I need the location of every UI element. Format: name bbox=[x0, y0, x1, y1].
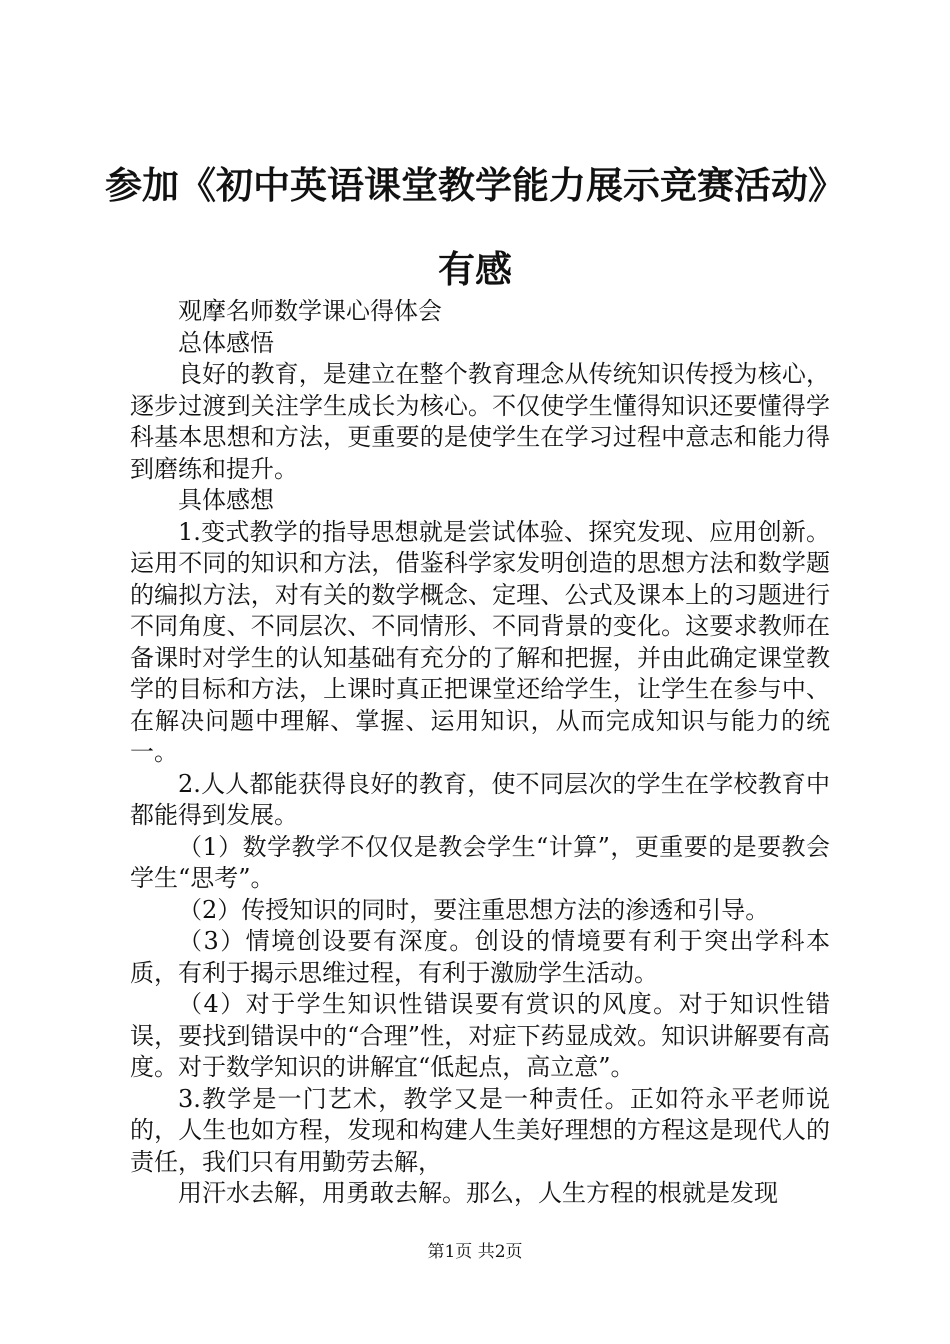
body-paragraph: 良好的教育，是建立在整个教育理念从传统知识传授为核心，逐步过渡到关注学生成长为核心。不仅使学生懂得知识还要懂得学科基本思想和方法，更重要的是使学生在学习过程中意志和能力得到磨练和提升。 bbox=[130, 360, 830, 483]
body-paragraph: 3.教学是一门艺术，教学又是一种责任。正如符永平老师说的，人生也如方程，发现和构建人生美好理想的方程这是现代人的责任，我们只有用勤劳去解， bbox=[130, 1084, 830, 1176]
section-heading-specific: 具体感想 bbox=[178, 486, 274, 514]
body-paragraph: （2）传授知识的同时，要注重思想方法的渗透和引导。 bbox=[178, 895, 770, 924]
page-footer: 第1页 共2页 bbox=[427, 1242, 523, 1262]
body-paragraph: （3）情境创设要有深度。创设的情境要有利于突出学科本质，有利于揭示思维过程，有利于激励学生活动。 bbox=[130, 927, 830, 987]
body-paragraph: （4）对于学生知识性错误要有赏识的风度。对于知识性错误，要找到错误中的“合理”性，对症下药显成效。知识讲解要有高度。对于数学知识的讲解宜“低起点，高立意”。 bbox=[130, 990, 830, 1081]
subtitle-paragraph: 观摩名师数学课心得体会 bbox=[178, 297, 442, 325]
body-paragraph: 2.人人都能获得良好的教育，使不同层次的学生在学校教育中都能得到发展。 bbox=[130, 769, 830, 829]
section-heading-overall: 总体感悟 bbox=[178, 328, 274, 357]
body-paragraph: 用汗水去解，用勇敢去解。那么，人生方程的根就是发现 bbox=[178, 1179, 778, 1207]
body-paragraph: （1）数学教学不仅仅是教会学生“计算”，更重要的是要教会学生“思考”。 bbox=[130, 832, 830, 892]
document-title-line-2: 有感 bbox=[438, 248, 512, 291]
document-body bbox=[130, 296, 830, 1210]
document-title-line-1: 参加《初中英语课堂教学能力展示竞赛活动》 bbox=[105, 164, 845, 207]
body-paragraph: 1.变式教学的指导思想就是尝试体验、探究发现、应用创新。运用不同的知识和方法，借鉴科学家发明创造的思想方法和数学题的编拟方法，对有关的数学概念、定理、公式及课本上的习题进行不同角度、不同层次、不同情形、不同背景的变化。这要求教师在备课时对学生的认知基础有充分的了解和把握，并由此确定课堂教学的目标和方法，上课时真正把课堂还给学生，让学生在参与中、在解决问题中理解、掌握、运用知识，从而完成知识与能力的统一。 bbox=[130, 517, 830, 766]
